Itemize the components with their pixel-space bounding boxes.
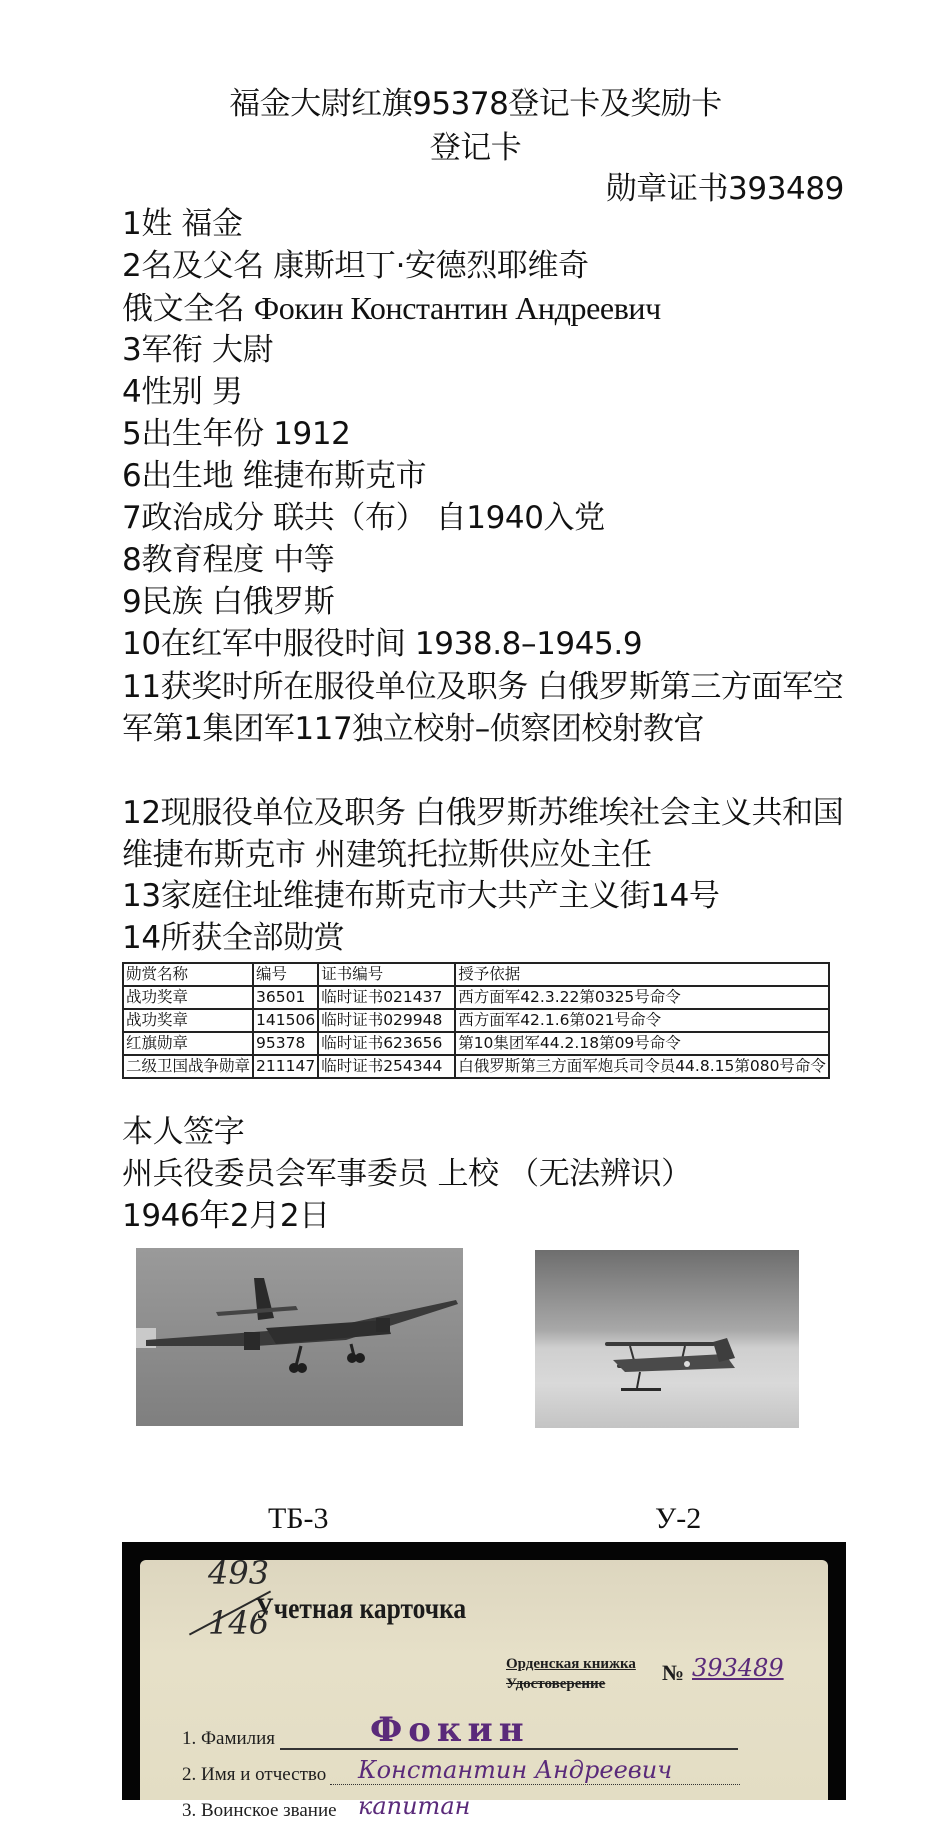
field-current-unit: [122, 792, 852, 876]
field-value: 维捷布斯克市: [242, 458, 427, 494]
table-row: [123, 1009, 829, 1032]
document-title: 福金大尉红旗95378登记卡及奖励卡: [229, 86, 722, 122]
rank-handwritten: капитан: [358, 1792, 471, 1820]
field-name-patronymic: [122, 246, 589, 286]
signer: 州兵役委员会军事委员 上校 （无法辨识）: [122, 1156, 692, 1192]
cell-certificate: 临时证书021437: [318, 986, 455, 1009]
name-handwritten: Константин Андреевич: [358, 1756, 673, 1784]
field-label: 14所获全部勋赏: [122, 920, 345, 956]
field-label: 11获奖时所在服役单位及职务: [122, 669, 528, 705]
field-value: Фокин Константин Андреевич: [253, 290, 661, 326]
field-rank: [122, 330, 273, 370]
cell-certificate: 临时证书254344: [318, 1055, 455, 1078]
field-gender: [122, 372, 243, 412]
cell-certificate: 临时证书029948: [318, 1009, 455, 1032]
cell-award-name: 红旗勋章: [123, 1032, 253, 1055]
field-value: 1938.8–1945.9: [414, 626, 643, 662]
field-value: 1912: [273, 416, 351, 452]
handwritten-top-number: 493: [208, 1554, 270, 1592]
number-sign: №: [662, 1660, 685, 1685]
biplane-aircraft-photo: [535, 1250, 799, 1428]
field-birth-year: [122, 414, 351, 454]
field-label: 9民族: [122, 584, 203, 620]
table-row: [123, 986, 829, 1009]
cell-number: 211147: [253, 1055, 318, 1078]
field-label: 12现服役单位及职务: [122, 795, 406, 831]
signature-label: 本人签字: [122, 1114, 245, 1150]
biplane-aircraft-icon: [535, 1250, 799, 1428]
cell-basis: 西方面军42.3.22第0325号命令: [455, 986, 829, 1009]
field-awards-heading: [122, 918, 344, 958]
field-value: 白俄罗斯: [212, 584, 335, 620]
field-surname: [122, 204, 243, 244]
field-value: 联共（布） 自1940入党: [273, 500, 605, 536]
order-book-label: Орденская книжка: [506, 1656, 636, 1672]
field-label: 俄文全名: [122, 291, 245, 327]
field-label: 7政治成分: [122, 500, 264, 536]
card-paper: [140, 1554, 828, 1821]
field-label: 5出生年份: [122, 416, 264, 452]
header-certificate: 证书编号: [318, 963, 455, 986]
field-nationality: [122, 582, 334, 622]
bomber-aircraft-icon: [136, 1248, 463, 1426]
certificate-label-struck: Удостоверение: [506, 1676, 606, 1692]
awards-table: [122, 962, 830, 1079]
table-row: [123, 1032, 829, 1055]
field-value: 维捷布斯克市大共产主义街14号: [283, 878, 720, 914]
field-party: [122, 498, 605, 538]
field-education: [122, 540, 334, 580]
header-award-name: 勋赏名称: [123, 963, 253, 986]
header-number: 编号: [253, 963, 318, 986]
cell-basis: 白俄罗斯第三方面军炮兵司令员44.8.15第080号命令: [455, 1055, 829, 1078]
archival-card-scan: [122, 1542, 846, 1821]
certificate-number: 勋章证书393489: [605, 171, 844, 207]
photo-caption-u2: У-2: [655, 1502, 702, 1535]
field-value: 中等: [273, 542, 335, 578]
field-label: 8教育程度: [122, 542, 264, 578]
field-value: 白俄罗斯苏维埃社会主义共和国维捷布斯克市 州建筑托拉斯供应处主任: [122, 795, 844, 873]
handwritten-bottom-number: 146: [208, 1604, 270, 1642]
field-service-period: [122, 624, 642, 664]
table-header-row: [123, 963, 829, 986]
field-label: 3军衔: [122, 332, 203, 368]
field-label: 2名及父名: [122, 248, 264, 284]
table-row: [123, 1055, 829, 1078]
field-home-address: [122, 876, 720, 916]
photo-caption-tb3: ТБ-3: [268, 1502, 329, 1535]
cell-number: 36501: [253, 986, 318, 1009]
field-label: 1姓: [122, 206, 172, 242]
cell-certificate: 临时证书623656: [318, 1032, 455, 1055]
document-subtitle: 登记卡: [429, 130, 522, 166]
field-value: 男: [212, 374, 243, 410]
cell-basis: 西方面军42.1.6第021号命令: [455, 1009, 829, 1032]
surname-handwritten: Фокин: [370, 1710, 530, 1750]
card-number: 393489: [692, 1654, 784, 1682]
bomber-aircraft-photo: [136, 1248, 463, 1426]
field-russian-name: [122, 288, 661, 329]
name-underline: [330, 1784, 740, 1786]
field-label: 6出生地: [122, 458, 234, 494]
field-value: 大尉: [212, 332, 274, 368]
field-label: 4性别: [122, 374, 203, 410]
cell-award-name: 二级卫国战争勋章: [123, 1055, 253, 1078]
cell-award-name: 战功奖章: [123, 986, 253, 1009]
cell-number: 95378: [253, 1032, 318, 1055]
header-basis: 授予依据: [455, 963, 829, 986]
field-value: 福金: [181, 206, 243, 242]
field-label: 13家庭住址: [122, 878, 284, 914]
field-value: 白俄罗斯第三方面军空军第1集团军117独立校射–侦察团校射教官: [122, 669, 844, 747]
field-unit-at-award: [122, 666, 852, 750]
field-value: 康斯坦丁·安德烈耶维奇: [273, 248, 589, 284]
signature-date: 1946年2月2日: [122, 1198, 330, 1234]
field-birthplace: [122, 456, 426, 496]
rank-label: 3. Воинское звание: [182, 1800, 337, 1821]
surname-label: 1. Фамилия: [182, 1728, 276, 1749]
card-title: Учетная карточка: [255, 1592, 467, 1625]
cell-award-name: 战功奖章: [123, 1009, 253, 1032]
cell-basis: 第10集团军44.2.18第09号命令: [455, 1032, 829, 1055]
field-label: 10在红军中服役时间: [122, 626, 406, 662]
cell-number: 141506: [253, 1009, 318, 1032]
name-patronymic-label: 2. Имя и отчество: [182, 1764, 327, 1785]
